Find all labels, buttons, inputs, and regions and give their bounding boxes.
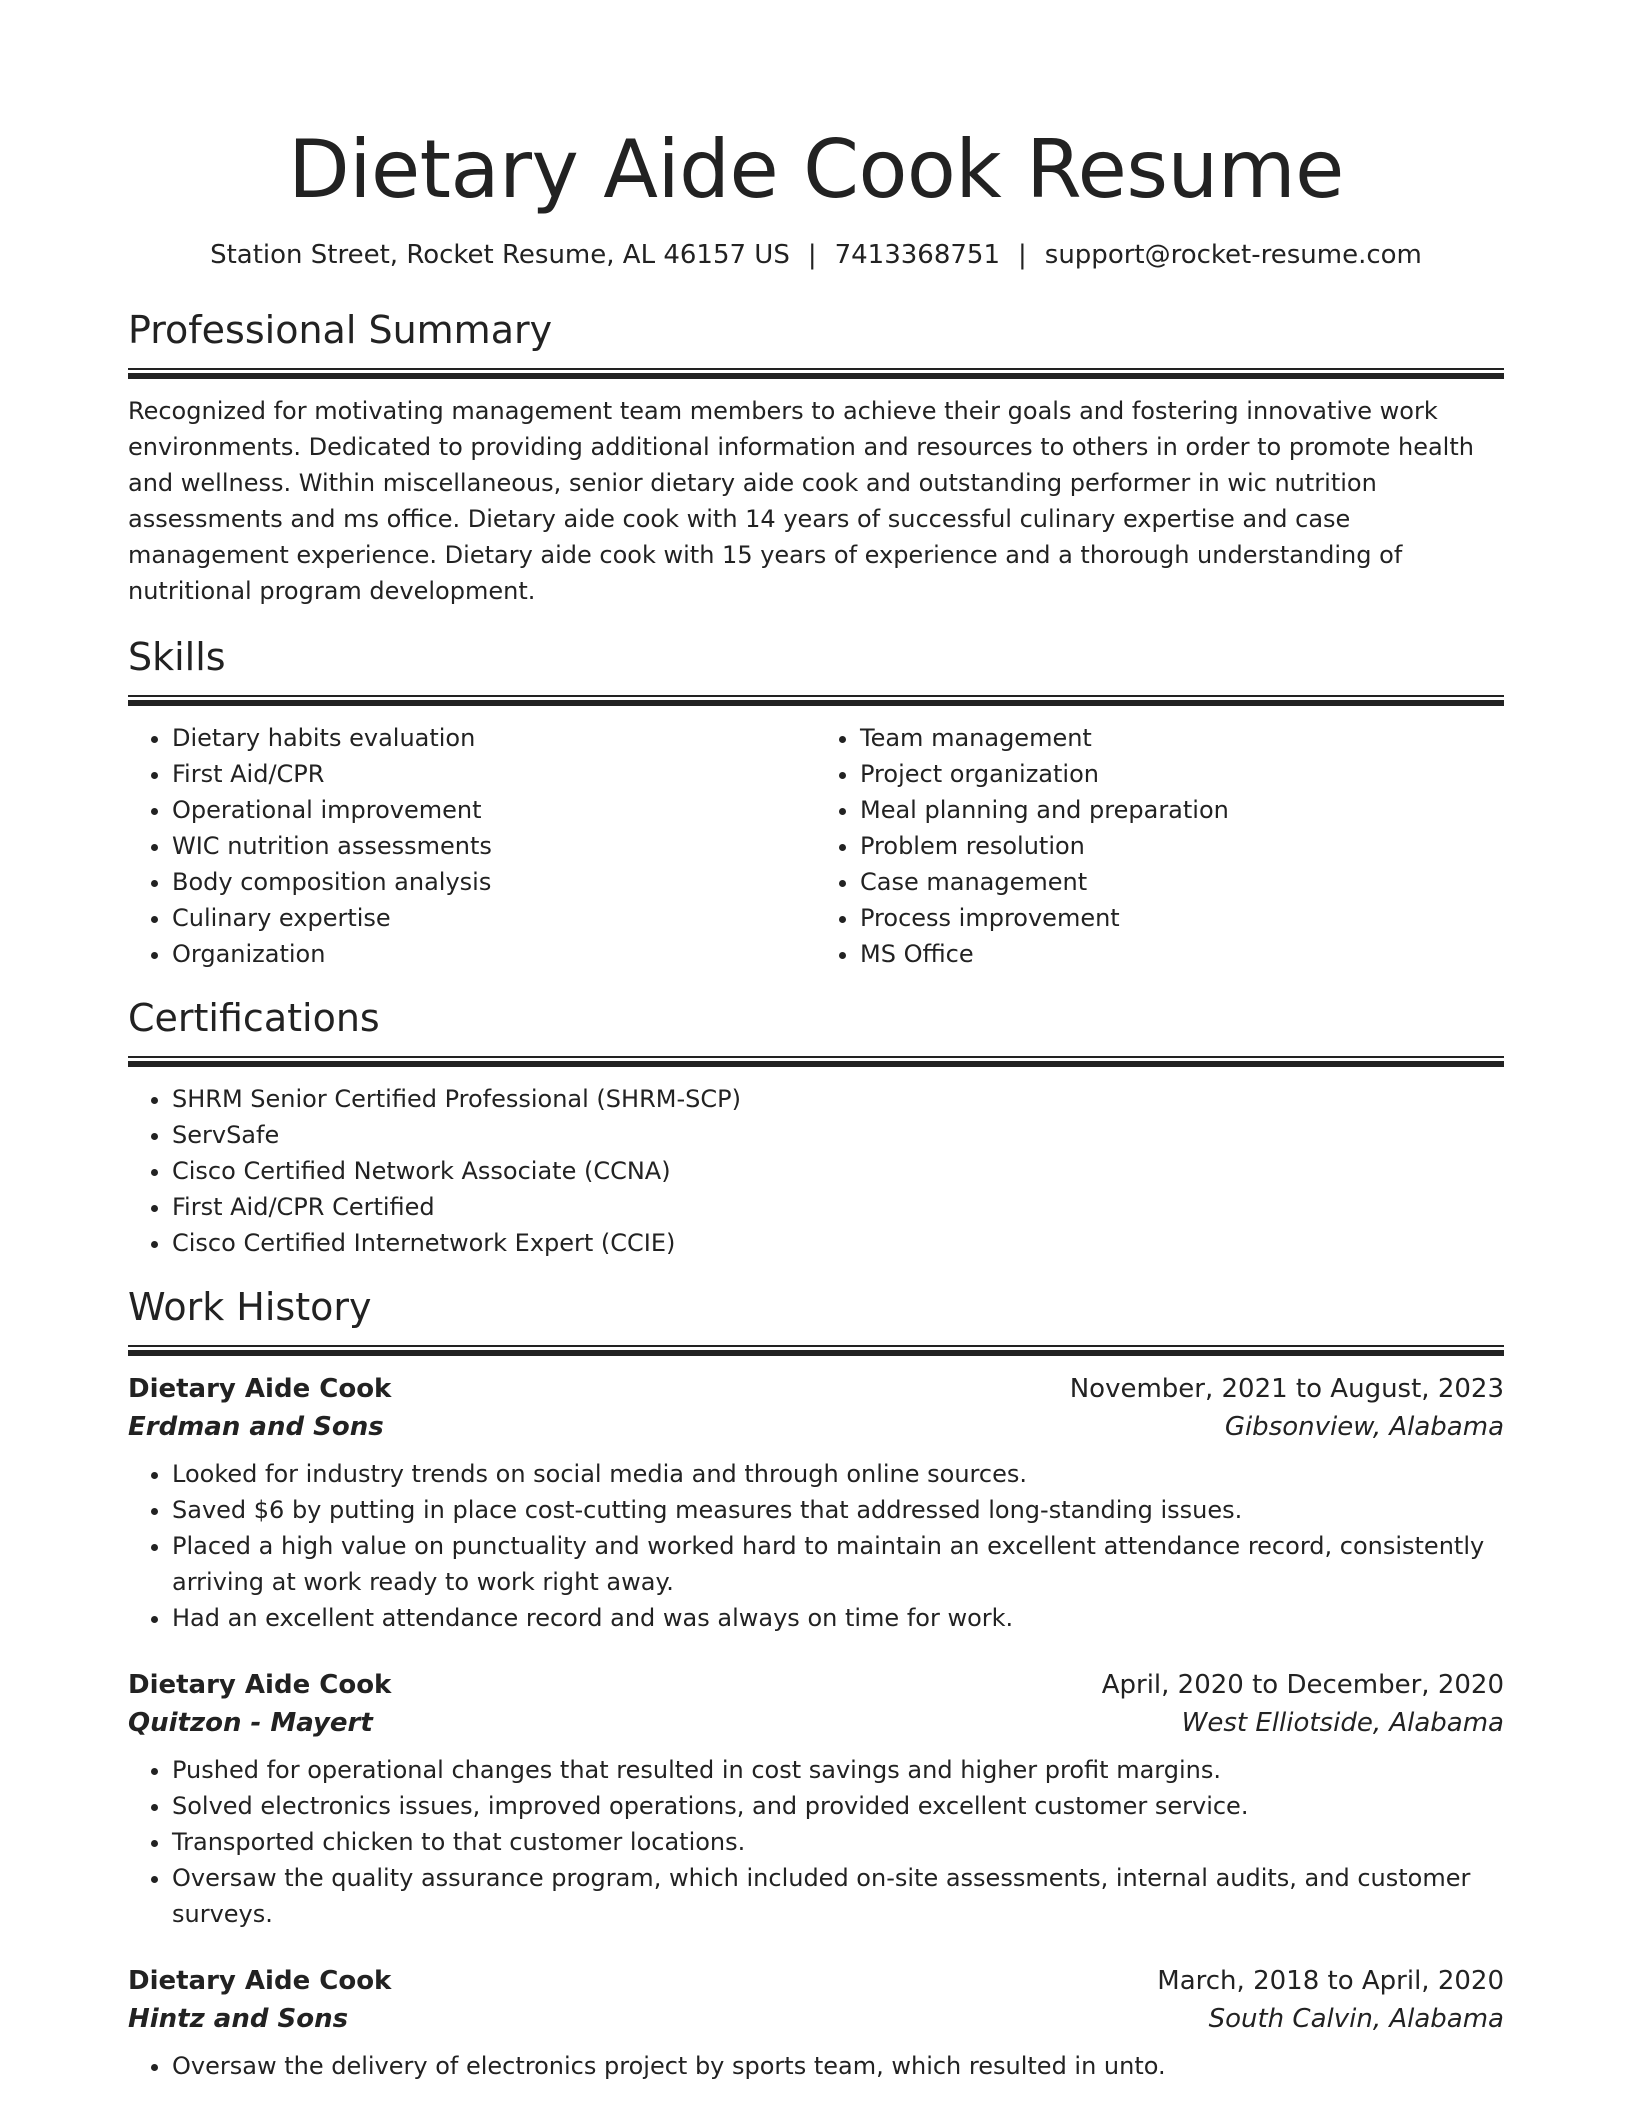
job-company: Erdman and Sons: [128, 1412, 384, 1442]
job-entry: [128, 1370, 1504, 1636]
contact-phone: 7413368751: [834, 240, 1001, 270]
skill-item: • Meal planning and preparation: [860, 792, 1504, 828]
skill-item: • Culinary expertise: [172, 900, 816, 936]
job-bullet: • Looked for industry trends on social media and through online sources.: [172, 1456, 1504, 1492]
job-location: South Calvin, Alabama: [1208, 2004, 1504, 2034]
job-entry: [128, 1962, 1504, 2084]
skill-item: • Organization: [172, 936, 816, 972]
job-company-row: [128, 1704, 1504, 1742]
summary-section: [128, 306, 1504, 609]
contact-address: Station Street, Rocket Resume, AL 46157 US: [210, 240, 790, 270]
job-bullet: • Solved electronics issues, improved operations, and provided excellent customer service.: [172, 1788, 1504, 1824]
skill-item: • WIC nutrition assessments: [172, 828, 816, 864]
certification-item: • SHRM Senior Certified Professional (SHRM-SCP): [172, 1081, 1504, 1117]
skill-item: • First Aid/CPR: [172, 756, 816, 792]
job-title: Dietary Aide Cook: [128, 1966, 392, 1996]
contact-separator: |: [807, 240, 817, 270]
job-company-row: [128, 2000, 1504, 2038]
job-bullets: [128, 2048, 1504, 2084]
job-bullet: • Placed a high value on punctuality and worked hard to maintain an excellent attendance record, consistently arriving at work ready to work right away.: [172, 1528, 1504, 1600]
job-company: Hintz and Sons: [128, 2004, 349, 2034]
job-company-row: [128, 1408, 1504, 1446]
skill-item: • Body composition analysis: [172, 864, 816, 900]
section-divider: [128, 1056, 1504, 1067]
job-title: Dietary Aide Cook: [128, 1670, 392, 1700]
work-section: [128, 1283, 1504, 2084]
job-bullet: • Pushed for operational changes that resulted in cost savings and higher profit margins.: [172, 1752, 1504, 1788]
job-bullet: • Oversaw the quality assurance program, which included on-site assessments, internal audits, and customer surveys.: [172, 1860, 1504, 1932]
certification-item: • ServSafe: [172, 1117, 1504, 1153]
job-bullet: • Had an excellent attendance record and was always on time for work.: [172, 1600, 1504, 1636]
skill-item: • Project organization: [860, 756, 1504, 792]
job-bullet: • Oversaw the delivery of electronics project by sports team, which resulted in unto.: [172, 2048, 1504, 2084]
skill-item: • Operational improvement: [172, 792, 816, 828]
job-bullets: [128, 1456, 1504, 1636]
job-bullets: [128, 1752, 1504, 1932]
skill-item: • Dietary habits evaluation: [172, 720, 816, 756]
skills-columns: [128, 720, 1504, 972]
certifications-list: [128, 1081, 1504, 1261]
job-header-row: [128, 1962, 1504, 2000]
job-location: Gibsonview, Alabama: [1224, 1412, 1504, 1442]
section-divider: [128, 368, 1504, 379]
job-company: Quitzon - Mayert: [128, 1708, 373, 1738]
skills-heading: Skills: [128, 635, 226, 679]
job-entry: [128, 1666, 1504, 1932]
job-bullet: • Saved $6 by putting in place cost-cutting measures that addressed long-standing issues.: [172, 1492, 1504, 1528]
certification-item: • Cisco Certified Internetwork Expert (CCIE): [172, 1225, 1504, 1261]
contact-separator: |: [1018, 240, 1027, 270]
job-dates: March, 2018 to April, 2020: [1157, 1966, 1504, 1996]
job-dates: April, 2020 to December, 2020: [1101, 1670, 1504, 1700]
section-divider: [128, 1345, 1504, 1356]
skill-item: • MS Office: [860, 936, 1504, 972]
job-header-row: [128, 1370, 1504, 1408]
contact-email[interactable]: support@rocket-resume.com: [1044, 240, 1422, 270]
certification-item: • First Aid/CPR Certified: [172, 1189, 1504, 1225]
contact-line: [128, 238, 1504, 272]
job-location: West Elliotside, Alabama: [1181, 1708, 1504, 1738]
skill-item: • Case management: [860, 864, 1504, 900]
skill-item: • Team management: [860, 720, 1504, 756]
job-title: Dietary Aide Cook: [128, 1374, 392, 1404]
skill-item: • Process improvement: [860, 900, 1504, 936]
skills-list-right: [816, 720, 1504, 972]
certification-item: • Cisco Certified Network Associate (CCNA): [172, 1153, 1504, 1189]
certifications-heading: Certifications: [128, 996, 380, 1040]
summary-heading: Professional Summary: [128, 308, 553, 352]
skill-item: • Problem resolution: [860, 828, 1504, 864]
summary-text: Recognized for motivating management team members to achieve their goals and fostering innovative work environments. Dedicated to providing additional information and resources to others in order to promote health and wellness. Within miscellaneous, senior dietary aide cook and outstanding performer in wic nutrition assessments and ms office. Dietary aide cook with 14 years of successful culinary expertise and case management experience. Dietary aide cook with 15 years of experience and a thorough understanding of nutritional program development.: [128, 397, 1474, 605]
job-header-row: [128, 1666, 1504, 1704]
skills-list-left: [128, 720, 816, 972]
work-heading: Work History: [128, 1285, 372, 1329]
skills-section: [128, 633, 1504, 972]
resume-title: Dietary Aide Cook Resume: [288, 123, 1344, 216]
section-divider: [128, 695, 1504, 706]
job-bullet: • Transported chicken to that customer locations.: [172, 1824, 1504, 1860]
certifications-section: [128, 994, 1504, 1261]
job-dates: November, 2021 to August, 2023: [1069, 1374, 1504, 1404]
